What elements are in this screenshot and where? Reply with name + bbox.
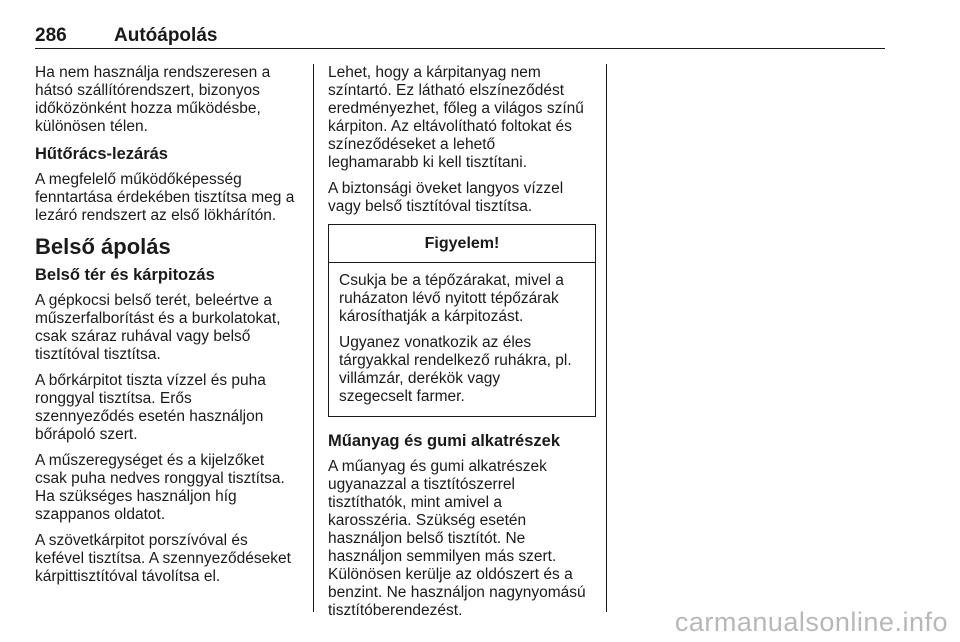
upholstery-paragraph-1: A gépkocsi belső terét, beleértve a műszerfalborítást és a burkolatokat, csak száraz ruhával vagy belső tisztítóval tisztítsa. [35,292,281,363]
upholstery-paragraph-4: A szövetkárpitot porszívóval és kefével tisztítsa. A szennyeződéseket kárpittisztítóval távolítsa el. [35,532,291,585]
plastic-rubber-paragraph: A műanyag és gumi alkatrészek ugyanazzal a tisztítószerrel tisztíthatók, mint amivel a karosszéria. Szükség esetén használjon belső tisztítót. Ne használjon semmilyen más szert. Különösen kerülje az oldószert és a benzint. Ne használjon nagynyomású tisztítóberendezést. [328,458,586,619]
column-middle [328,64,596,628]
column-left [35,64,305,594]
page-number: 286 [35,25,67,46]
warning-body [329,263,595,416]
fabric-paragraph: Lehet, hogy a kárpitanyag nem színtartó. Ez látható elszíneződést eredményezhet, főleg a világos színű kárpiton. Az eltávolítható foltokat és színeződéseket a lehető leghamarabb ki kell tisztítani. [328,64,584,171]
seatbelt-paragraph: A biztonsági öveket langyos vízzel vagy belső tisztítóval tisztítsa. [328,180,564,215]
grille-paragraph: A megfelelő működőképesség fenntartása érdekében tisztítsa meg a lezáró rendszert az első lökhárítón. [35,171,295,224]
upholstery-heading: Belső tér és kárpitozás [35,266,215,284]
plastic-rubber-heading: Műanyag és gumi alkatrészek [328,432,561,450]
grille-heading: Hűtőrács-lezárás [35,145,168,163]
warning-paragraph-1: Csukja be a tépőzárakat, mivel a ruházaton lévő nyitott tépőzárak károsíthatják a kárpitozást. [339,272,564,325]
column-divider-1 [313,64,314,612]
chapter-title: Autóápolás [114,25,218,46]
warning-box [328,224,596,417]
intro-paragraph: Ha nem használja rendszeresen a hátsó szállítórendszert, bizonyos időközönként hozza működésbe, különösen télen. [35,64,271,135]
interior-care-heading: Belső ápolás [35,234,171,259]
watermark: carmanualsonline.info [674,607,948,637]
page-header [35,26,885,49]
column-divider-2 [606,64,607,612]
warning-title: Figyelem! [329,225,595,263]
upholstery-paragraph-2: A bőrkárpitot tiszta vízzel és puha ronggyal tisztítsa. Erős szennyeződés esetén használjon bőrápoló szert. [35,372,266,443]
warning-paragraph-2: Ugyanez vonatkozik az éles tárgyakkal rendelkező ruhákra, pl. villámzár, derékök vagy szegecselt farmer. [339,334,572,405]
upholstery-paragraph-3: A műszeregységet és a kijelzőket csak puha nedves ronggyal tisztítsa. Ha szükséges használjon híg szappanos oldatot. [35,452,285,523]
